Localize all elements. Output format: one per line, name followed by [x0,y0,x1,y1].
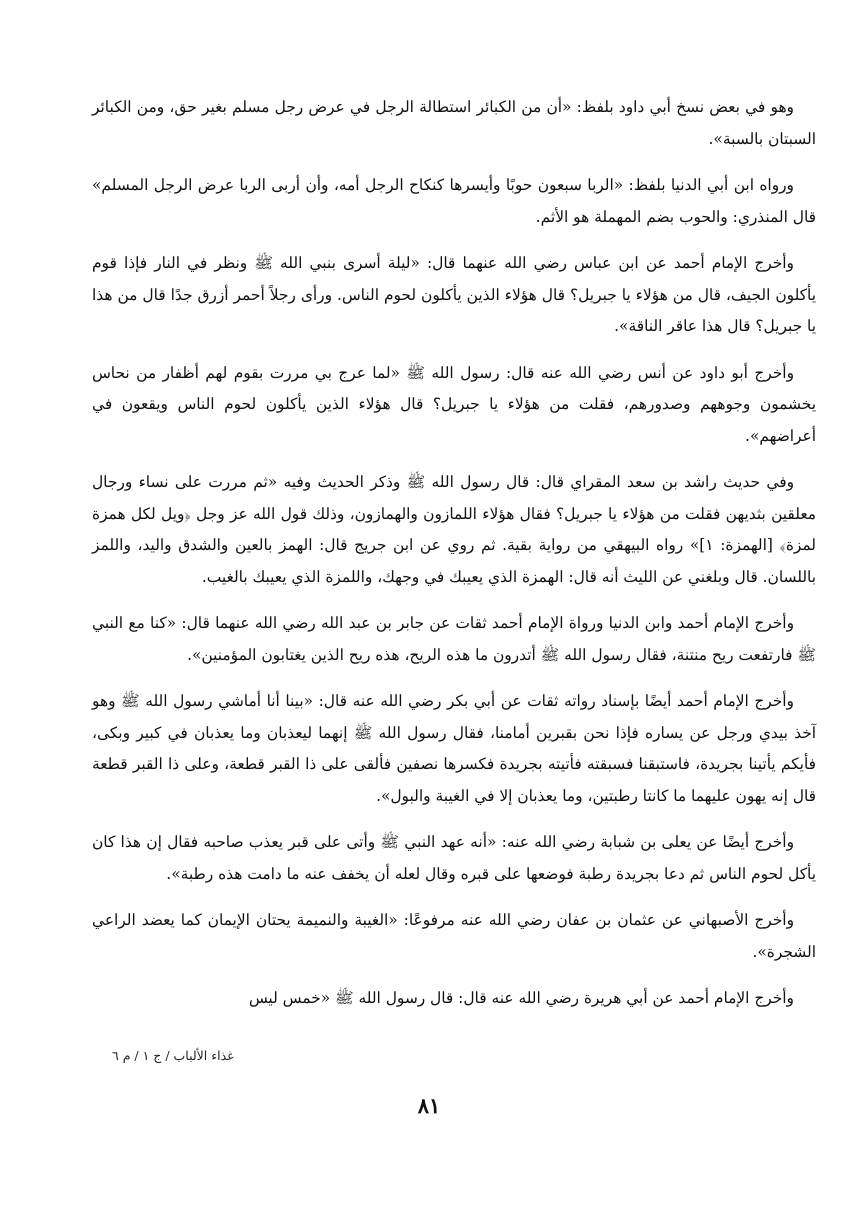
paragraph-1: وهو في بعض نسخ أبي داود بلفظ: «أن من الكبائر استطالة الرجل في عرض رجل مسلم بغير حق، ومن الكبائر السبتان بالسبة». [92,98,816,148]
paragraph-10: وأخرج الإمام أحمد عن أبي هريرة رضي الله عنه قال: قال رسول الله ﷺ «خمس ليس [248,989,794,1007]
paragraph-9: وأخرج الأصبهاني عن عثمان بن عفان رضي الله عنه مرفوعًا: «الغيبة والنميمة يحتان الإيمان كما يعضد الراعي الشجرة». [92,911,816,961]
paragraph-5: وفي حديث راشد بن سعد المقراي قال: قال رسول الله ﷺ وذكر الحديث وفيه «ثم مررت على نساء ورجال معلقين بثديهن فقلت من هؤلاء يا جبريل؟ فقال هؤلاء اللمازون والهمازون، وذلك قول الله عز وجل ﴿ويل لكل همزة لمزة﴾ [الهمزة: ١]» رواه البيهقي من رواية بقية. ثم روي عن ابن جريج قال: الهمز بالعين والشدق واليد، واللمز باللسان. قال وبلغني عن الليث أنه قال: الهمزة الذي يعيبك في وجهك، واللمزة الذي يعيبك بالغيب. [92,473,816,586]
page-number: ٨١ [417,1093,441,1118]
signature-mark: غذاء الألباب / ج ١ / م ٦ [112,1048,234,1063]
paragraph-4: وأخرج أبو داود عن أنس رضي الله عنه قال: رسول الله ﷺ «لما عرج بي مررت بقوم لهم أظفار من نحاس يخشمون وجوههم وصدورهم، فقلت من هؤلاء يا جبريل؟ قال هؤلاء الذين يأكلون لحوم الناس ويقعون في أعراضهم». [92,363,816,445]
paragraph-6: وأخرج الإمام أحمد وابن الدنيا ورواة الإمام أحمد ثقات عن جابر بن عبد الله رضي الله عنهما قال: «كنا مع النبي ﷺ فارتفعت ريح منتنة، فقال رسول الله ﷺ أتدرون ما هذه الريح، هذه ريح الذين يغتابون المؤمنين». [92,614,816,664]
paragraph-7: وأخرج الإمام أحمد أيضًا بإسناد رواته ثقات عن أبي بكر رضي الله عنه قال: «بينا أنا أماشي رسول الله ﷺ وهو آخذ بيدي ورجل عن يساره فإذا نحن بقبرين أمامنا، فقال رسول الله ﷺ إنهما ليعذبان وما يعذبان في كبير وبكى، فأيكم يأتينا بجريدة، فاستبقنا فسبقته فأتيته بجريدة فكسرها نصفين فألقى على ذا القبر قطعة، وعلى ذا القبر قطعة قال إنه يهون عليهما ما كانتا رطبتين، وما يعذبان إلا في الغيبة والبول». [92,692,816,805]
page-body [92,92,816,1030]
paragraph-8: وأخرج أيضًا عن يعلى بن شبابة رضي الله عنه: «أنه عهد النبي ﷺ وأتى على قبر يعذب صاحبه فقال إن هذا كان يأكل لحوم الناس ثم دعا بجريدة رطبة فوضعها على قبره وقال لعله أن يخفف عنه ما دامت هذه رطبة». [92,833,816,883]
paragraph-3: وأخرج الإمام أحمد عن ابن عباس رضي الله عنهما قال: «ليلة أسرى بنبي الله ﷺ ونظر في النار فإذا قوم يأكلون الجيف، قال من هؤلاء يا جبريل؟ قال هؤلاء الذين يأكلون لحوم الناس. ورأى رجلاً أحمر أزرق جدًا قال من هذا يا جبريل؟ قال هذا عاقر الناقة». [92,254,816,335]
paragraph-2: ورواه ابن أبي الدنيا بلفظ: «الربا سبعون حوبًا وأيسرها كنكاح الرجل أمه، وأن أربى الربا عرض الرجل المسلم» قال المنذري: والحوب بضم المهملة هو الأثم. [92,176,816,226]
